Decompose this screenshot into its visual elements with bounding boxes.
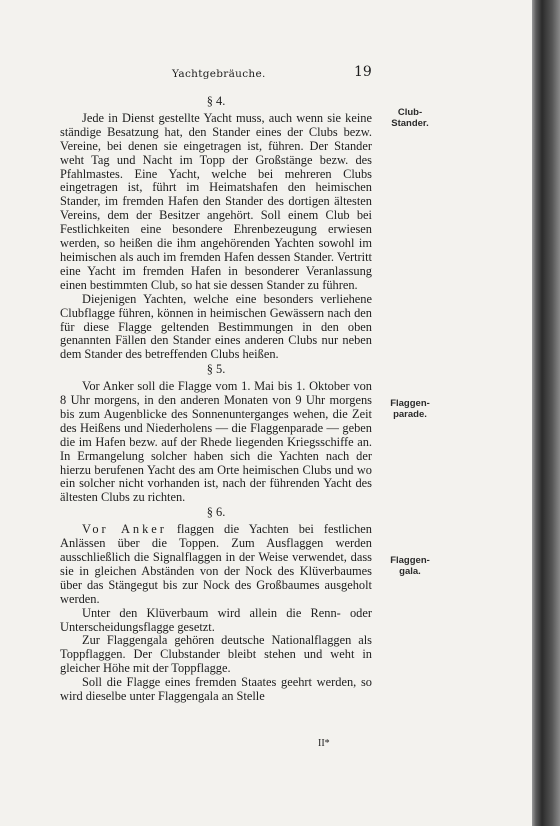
paragraph: Vor Anker soll die Flagge vom 1. Mai bis 1. Oktober von 8 Uhr morgens, in den anderen Monaten von 9 Uhr morgens bis zum Augenblicke des Sonnenunterganges wehen, die Zeit des Heißens und Niederholens — die Flaggenparade — geben die im Hafen bezw. auf der Rhede liegenden Kriegsschiffe an. In Ermangelung solcher haben sich die Yachten nach der hierzu berufenen Yacht des am Orte heimischen Clubs und wo ein solcher nicht vorhanden ist, nach der führenden Yacht des ältesten Clubs zu richten. bbox=[60, 379, 372, 505]
paragraph: Unter den Klüverbaum wird allein die Renn- oder Unterscheidungsflagge gesetzt. bbox=[60, 605, 372, 634]
paragraph: Jede in Dienst gestellte Yacht muss, auch wenn sie keine ständige Besatzung hat, den Stander eines der Clubs bezw. Vereine, bei denen sie eingetragen ist, führen. Der Stander weht Tag und Nacht im Topp der Großstänge bezw. des Pfahlmastes. Eine Yacht, welche bei mehreren Clubs eingetragen ist, führt im Heimatshafen den heimischen Stander, im fremden Hafen den Stander des dortigen ältesten Vereins, dem der Besitzer angehört. Soll einem Club bei Festlichkeiten eine besondere Ehrenbezeugung erwiesen werden, so heißen die ihm angehörenden Yachten sowohl im heimischen als auch im fremden Hafen dessen Stander. Vertritt eine Yacht im fremden Hafen in besonderer Veranlassung einen bestimmten Club, so hat sie dessen Stander zu führen. bbox=[60, 110, 372, 292]
paragraph-rest: flaggen die Yachten bei festlichen Anlässen über die Toppen. Zum Ausflaggen werden ausschließlich die Signalflaggen in der Weise verwendet, dass sie in gleichen Abständen von der Nock des Klüverbaumes über das Stängegut bis zur Nock des Großbaumes ausgeholt werden. bbox=[60, 522, 372, 606]
section-heading-6: § 6. bbox=[206, 505, 226, 520]
margin-note-flaggenparade: Flaggen-parade. bbox=[390, 398, 430, 420]
page-number: 19 bbox=[354, 64, 372, 80]
margin-note-flaggengala: Flaggen-gala. bbox=[390, 555, 430, 577]
body-text bbox=[60, 94, 372, 704]
spaced-emphasis: Vor Anker bbox=[82, 522, 167, 537]
section-heading-4: § 4. bbox=[206, 94, 226, 108]
running-title: Yachtgebräuche. bbox=[172, 68, 266, 80]
paragraph: Diejenigen Yachten, welche eine besonders verliehene Clubflagge führen, können in heimischen Gewässern nach den für diese Flagge geltenden Bestimmungen in den oben genannten Fällen den Stander eines anderen Clubs nur neben dem Stander des betreffenden Clubs heißen. bbox=[60, 291, 372, 362]
margin-note-club-stander: Club-Stander. bbox=[391, 107, 429, 129]
signature-mark: II* bbox=[318, 738, 330, 749]
paragraph bbox=[60, 523, 372, 606]
page-edge bbox=[532, 0, 560, 826]
section-heading-5: § 5. bbox=[206, 362, 226, 377]
paragraph: Zur Flaggengala gehören deutsche Nationalflaggen als Toppflaggen. Der Clubstander bleibt stehen und weht in gleicher Höhe mit der Toppflagge. bbox=[60, 633, 372, 676]
paragraph: Soll die Flagge eines fremden Staates geehrt werden, so wird dieselbe unter Flaggengala an Stelle bbox=[60, 675, 372, 704]
